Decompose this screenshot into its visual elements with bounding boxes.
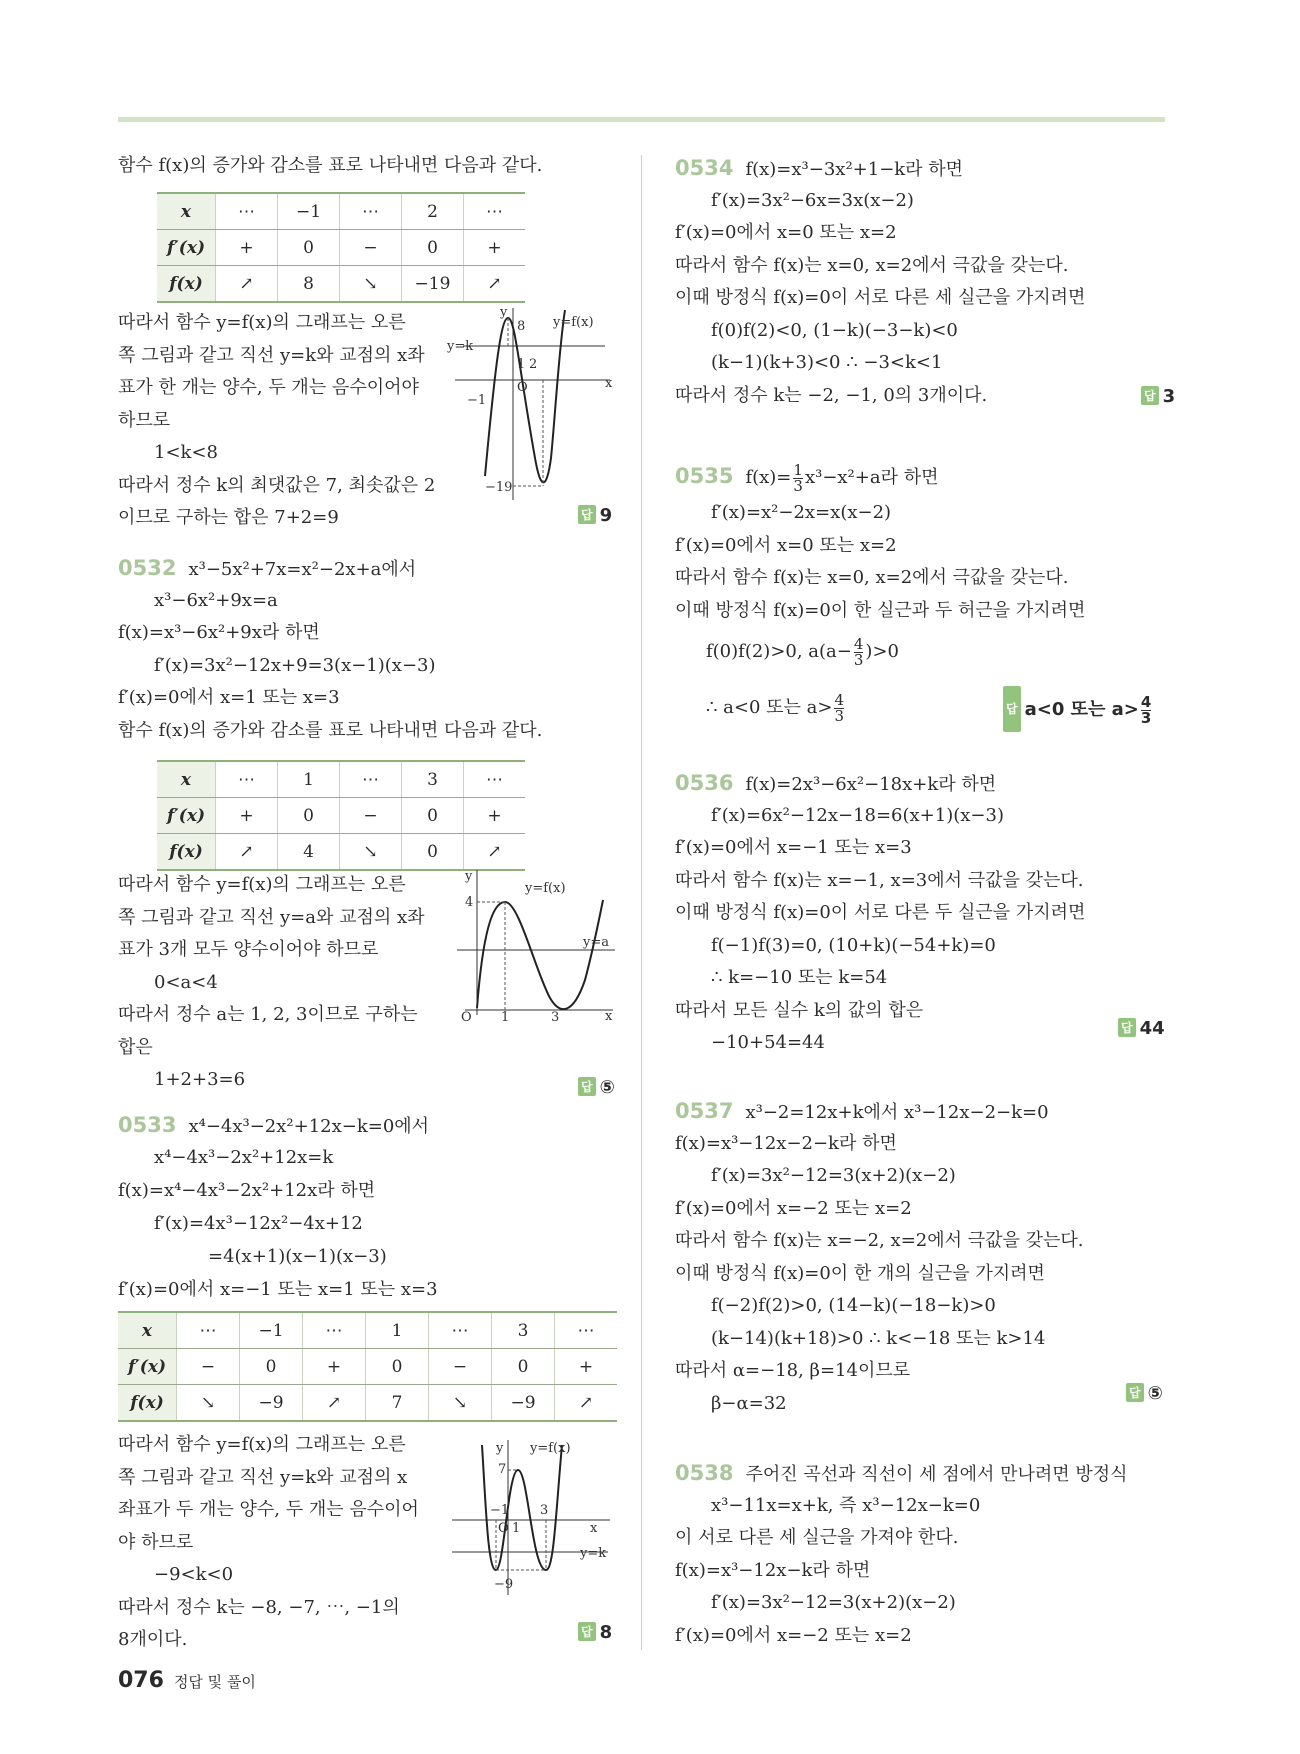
text-line: f′(x)=0에서 x=−1 또는 x=1 또는 x=3 [118, 1279, 438, 1300]
table-cell: 0 [278, 798, 340, 834]
table-cell: ⋯ [464, 761, 526, 798]
table-header-cell: f(x) [118, 1385, 177, 1422]
problem-0535-conclusion: ∴ a<0 또는 a> $\frac{4}{3}$ [706, 690, 845, 725]
answer-0537: 답 ⑤ [1126, 1383, 1163, 1404]
g1-y: y [500, 305, 508, 320]
text-line: f(0)f(2)<0, (1−k)(−3−k)<0 [711, 319, 958, 341]
g1-x: x [605, 376, 613, 391]
table-header-cell: x [157, 193, 216, 230]
svg-text:4: 4 [465, 895, 474, 910]
table-0531 [157, 192, 525, 303]
table-cell: ↗ [464, 266, 526, 303]
g1-curve: y=f(x) [553, 315, 594, 330]
table-cell: ↗ [464, 834, 526, 871]
svg-text:x: x [605, 1009, 613, 1024]
text-line: β−α=32 [711, 1392, 787, 1414]
text-line: 쪽 그림과 같고 직선 y=a와 교점의 x좌 [118, 906, 425, 928]
graph-0533 [450, 1440, 625, 1600]
text-line: 따라서 정수 k는 −8, −7, ⋯, −1의 [118, 1596, 400, 1618]
text-line: 0534 f(x)=x³−3x²+1−k라 하면 [675, 156, 964, 180]
text-line: 따라서 모든 실수 k의 값의 합은 [675, 999, 924, 1021]
text-line: 따라서 정수 k의 최댓값은 7, 최솟값은 2 [118, 474, 436, 496]
text-line: f′(x)=0에서 x=−1 또는 x=3 [675, 837, 912, 858]
text-line: 따라서 정수 k는 −2, −1, 0의 3개이다. [675, 384, 988, 406]
text-line: −10+54=44 [711, 1032, 825, 1053]
problem-number: 0532 [118, 556, 177, 580]
table-cell: + [464, 798, 526, 834]
table-cell: ⋯ [555, 1312, 618, 1349]
text-line: 합은 [118, 1036, 153, 1058]
table-header-cell: f(x) [157, 266, 216, 303]
svg-text:8: 8 [517, 319, 526, 334]
table-cell: + [216, 798, 278, 834]
text-line: ∴ k=−10 또는 k=54 [711, 967, 888, 988]
table-cell: + [216, 230, 278, 266]
text-line: 0533 x⁴−4x³−2x²+12x−k=0에서 [118, 1113, 430, 1137]
text-line: 표가 3개 모두 양수이어야 하므로 [118, 939, 379, 960]
problem-number: 0538 [675, 1461, 734, 1485]
table-cell: − [340, 230, 402, 266]
answer-0535: 답 a<0 또는 a> $\frac{4}{3}$ [1003, 686, 1153, 730]
table-cell: ↘ [429, 1385, 492, 1422]
table-cell: 0 [278, 230, 340, 266]
table-0532 [157, 760, 525, 871]
text-line: f′(x)=0에서 x=0 또는 x=2 [675, 534, 897, 556]
table-header-cell: f(x) [157, 834, 216, 871]
text-line: 야 하므로 [118, 1531, 194, 1553]
problem-0535-first: 0535 f(x)= $\frac{1}{3}$ x³−x²+a라 하면 [675, 460, 939, 495]
text-line: 이때 방정식 f(x)=0이 한 개의 실근을 가지려면 [675, 1262, 1045, 1284]
svg-text:y=f(x): y=f(x) [525, 881, 566, 896]
svg-text:−19: −19 [485, 480, 513, 495]
table-cell: ↘ [340, 266, 402, 303]
text-line: 따라서 정수 a는 1, 2, 3이므로 구하는 [118, 1004, 418, 1025]
intro-text: 함수 f(x)의 증가와 감소를 표로 나타내면 다음과 같다. [118, 155, 543, 176]
text-line: f′(x)=4x³−12x²−4x+12 [154, 1213, 363, 1234]
text-line: (k−14)(k+18)>0 ∴ k<−18 또는 k>14 [711, 1327, 1046, 1349]
svg-text:O: O [498, 1521, 509, 1536]
table-0533 [118, 1311, 617, 1422]
text-line: x⁴−4x³−2x²+12x=k [154, 1147, 334, 1168]
table-cell: 8 [278, 266, 340, 303]
svg-text:7: 7 [498, 1462, 507, 1477]
text-line: x³−6x²+9x=a [154, 589, 278, 611]
svg-text:1: 1 [501, 1010, 510, 1025]
text-line: 8개이다. [118, 1629, 188, 1650]
answer-0536: 답 44 [1118, 1018, 1165, 1039]
table-cell: 0 [402, 798, 464, 834]
table-cell: ↗ [555, 1385, 618, 1422]
text-line: f′(x)=0에서 x=−2 또는 x=2 [675, 1197, 912, 1219]
table-cell: ↗ [303, 1385, 366, 1422]
svg-text:y=a: y=a [583, 935, 609, 950]
text-line: 이므로 구하는 합은 7+2=9 [118, 507, 339, 528]
text-line: f(−2)f(2)>0, (14−k)(−18−k)>0 [711, 1295, 996, 1316]
table-cell: ⋯ [216, 761, 278, 798]
svg-text:y: y [465, 869, 473, 884]
svg-text:x: x [590, 1521, 598, 1536]
table-cell: ⋯ [429, 1312, 492, 1349]
text-line: f′(x)=0에서 x=−2 또는 x=2 [675, 1624, 912, 1646]
text-line: f′(x)=x²−2x=x(x−2) [711, 502, 892, 523]
table-cell: ⋯ [177, 1312, 240, 1349]
text-line: 따라서 함수 f(x)는 x=−1, x=3에서 극값을 갖는다. [675, 869, 1084, 891]
text-line: (k−1)(k+3)<0 ∴ −3<k<1 [711, 352, 943, 373]
table-cell: 0 [492, 1349, 555, 1385]
text-line: =4(x+1)(x−1)(x−3) [208, 1246, 387, 1267]
svg-text:y=f(x): y=f(x) [530, 1441, 571, 1456]
table-cell: − [429, 1349, 492, 1385]
text-line: 따라서 함수 y=f(x)의 그래프는 오른 [118, 874, 406, 895]
g1-line: y=k [447, 339, 474, 354]
svg-text:3: 3 [551, 1010, 560, 1025]
table-cell: 1 [366, 1312, 429, 1349]
text-line: 이때 방정식 f(x)=0이 한 실근과 두 허근을 가지려면 [675, 599, 1086, 621]
text-line: 따라서 함수 y=f(x)의 그래프는 오른 [118, 312, 406, 333]
table-header-cell: f′(x) [118, 1349, 177, 1385]
problem-number: 0534 [675, 156, 734, 180]
text-line: 0537 x³−2=12x+k에서 x³−12x−2−k=0 [675, 1099, 1049, 1123]
text-line: 따라서 함수 f(x)는 x=−2, x=2에서 극값을 갖는다. [675, 1230, 1084, 1251]
text-line: 1+2+3=6 [154, 1069, 246, 1090]
text-line: f(x)=x⁴−4x³−2x²+12x라 하면 [118, 1180, 376, 1201]
table-header-cell: f′(x) [157, 230, 216, 266]
table-cell: − [177, 1349, 240, 1385]
text-line: f(x)=x³−6x²+9x라 하면 [118, 622, 320, 643]
table-header-cell: x [157, 761, 216, 798]
table-cell: 0 [366, 1349, 429, 1385]
table-cell: −19 [402, 266, 464, 303]
answer-0534: 답 3 [1141, 386, 1175, 407]
svg-text:−1: −1 [490, 1503, 510, 1518]
svg-text:O: O [461, 1010, 472, 1025]
answer-0533: 답 8 [578, 1622, 612, 1643]
text-line: f′(x)=6x²−12x−18=6(x+1)(x−3) [711, 804, 1004, 826]
table-cell: ↘ [177, 1385, 240, 1422]
text-line: 0536 f(x)=2x³−6x²−18x+k라 하면 [675, 771, 997, 795]
graph-0531 [447, 305, 615, 503]
text-line: 이때 방정식 f(x)=0이 서로 다른 두 실근을 가지려면 [675, 902, 1086, 923]
text-line: 하므로 [118, 409, 171, 431]
table-cell: 0 [240, 1349, 303, 1385]
table-cell: −1 [240, 1312, 303, 1349]
svg-text:y: y [496, 1441, 504, 1456]
text-line: 쪽 그림과 같고 직선 y=k와 교점의 x [118, 1466, 408, 1488]
table-cell: 0 [402, 834, 464, 871]
text-line: f′(x)=0에서 x=1 또는 x=3 [118, 687, 340, 708]
table-cell: 1 [278, 761, 340, 798]
table-cell: + [555, 1349, 618, 1385]
table-cell: ⋯ [340, 761, 402, 798]
svg-text:2: 2 [529, 357, 538, 372]
text-line: 0532 x³−5x²+7x=x²−2x+a에서 [118, 556, 417, 580]
svg-text:1: 1 [512, 1521, 521, 1536]
table-cell: ⋯ [303, 1312, 366, 1349]
text-line: 이 서로 다른 세 실근을 가져야 한다. [675, 1527, 959, 1548]
table-cell: −1 [278, 193, 340, 230]
page-title: 정답 및 풀이 [173, 1673, 256, 1691]
problem-0535-condition: f(0)f(2)>0, a(a− $\frac{4}{3}$ )>0 [706, 634, 899, 669]
table-cell: 4 [278, 834, 340, 871]
table-cell: 7 [366, 1385, 429, 1422]
text-line: 좌표가 두 개는 양수, 두 개는 음수이어 [118, 1499, 419, 1520]
table-cell: + [303, 1349, 366, 1385]
table-cell: −9 [492, 1385, 555, 1422]
text-line: 0538 주어진 곡선과 직선이 세 점에서 만나려면 방정식 [675, 1461, 1128, 1485]
table-cell: −9 [240, 1385, 303, 1422]
text-line: 함수 f(x)의 증가와 감소를 표로 나타내면 다음과 같다. [118, 719, 543, 741]
problem-number: 0537 [675, 1099, 734, 1123]
text-line: f′(x)=3x²−6x=3x(x−2) [711, 189, 914, 211]
text-line: −9<k<0 [154, 1564, 234, 1585]
header-rule [118, 117, 1165, 122]
text-line: 1<k<8 [154, 442, 218, 463]
text-line: 이때 방정식 f(x)=0이 서로 다른 세 실근을 가지려면 [675, 287, 1086, 308]
curve-f [485, 310, 565, 482]
graph-0532 [455, 869, 620, 1025]
page-number: 076 [118, 1668, 164, 1693]
svg-text:O: O [517, 380, 528, 395]
text-line: 따라서 함수 f(x)는 x=0, x=2에서 극값을 갖는다. [675, 567, 1069, 588]
table-cell: ⋯ [340, 193, 402, 230]
text-line: f(−1)f(3)=0, (10+k)(−54+k)=0 [711, 934, 996, 956]
answer-0531: 답 9 [578, 505, 612, 526]
text-line: 따라서 α=−18, β=14이므로 [675, 1360, 911, 1381]
table-header-cell: x [118, 1312, 177, 1349]
svg-text:y=k: y=k [580, 1546, 607, 1561]
column-divider [641, 155, 642, 1650]
text-line: 쪽 그림과 같고 직선 y=k와 교점의 x좌 [118, 344, 425, 366]
table-cell: ↘ [340, 834, 402, 871]
answer-0532: 답 ⑤ [578, 1077, 615, 1098]
table-cell: 2 [402, 193, 464, 230]
text-line: f′(x)=3x²−12x+9=3(x−1)(x−3) [154, 654, 436, 676]
table-cell: 0 [402, 230, 464, 266]
svg-text:1: 1 [517, 357, 526, 372]
table-cell: 3 [492, 1312, 555, 1349]
text-line: f′(x)=0에서 x=0 또는 x=2 [675, 222, 897, 243]
text-line: f′(x)=3x²−12=3(x+2)(x−2) [711, 1592, 956, 1613]
table-cell: ↗ [216, 266, 278, 303]
svg-text:−9: −9 [494, 1577, 514, 1592]
page-footer [118, 1668, 256, 1693]
problem-number: 0533 [118, 1113, 177, 1137]
table-cell: + [464, 230, 526, 266]
table-cell: ⋯ [216, 193, 278, 230]
text-line: x³−11x=x+k, 즉 x³−12x−k=0 [711, 1494, 981, 1516]
table-cell: ↗ [216, 834, 278, 871]
problem-number: 0536 [675, 771, 734, 795]
text-line: 따라서 함수 y=f(x)의 그래프는 오른 [118, 1434, 406, 1455]
text-line: 따라서 함수 f(x)는 x=0, x=2에서 극값을 갖는다. [675, 254, 1069, 276]
table-cell: − [340, 798, 402, 834]
table-header-cell: f′(x) [157, 798, 216, 834]
text-line: f(x)=x³−12x−k라 하면 [675, 1559, 871, 1581]
svg-text:3: 3 [540, 1503, 549, 1518]
table-cell: 3 [402, 761, 464, 798]
svg-text:−1: −1 [467, 393, 487, 408]
table-cell: ⋯ [464, 193, 526, 230]
text-line: f(x)=x³−12x−2−k라 하면 [675, 1132, 897, 1154]
text-line: f′(x)=3x²−12=3(x+2)(x−2) [711, 1165, 956, 1186]
text-line: 0<a<4 [154, 971, 218, 993]
text-line: 표가 한 개는 양수, 두 개는 음수이어야 [118, 377, 419, 398]
